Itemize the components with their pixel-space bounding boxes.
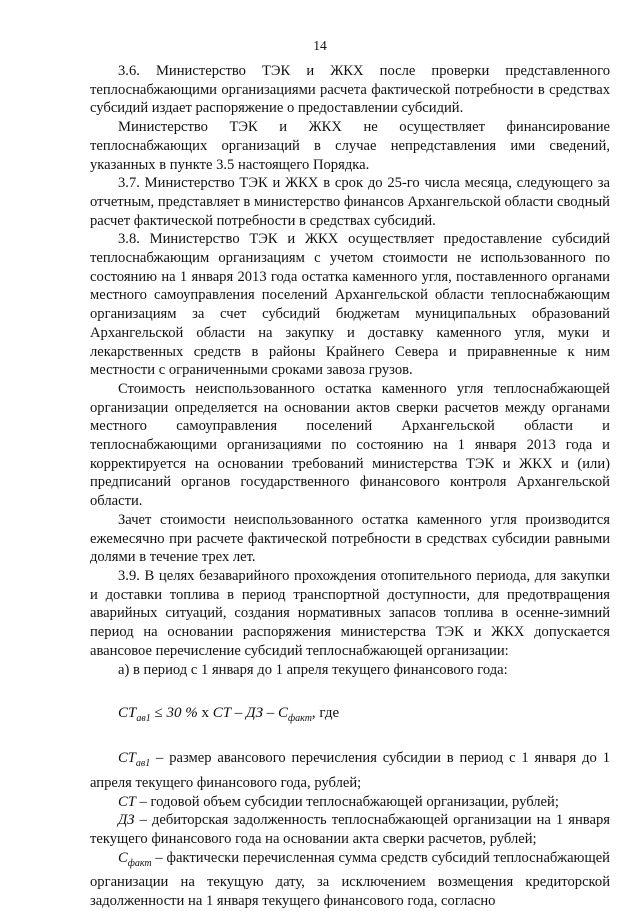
definition-symbol: СТ: [118, 793, 136, 810]
formula-sub-av1: ав1: [136, 713, 151, 725]
formula-ct: СТ: [118, 705, 137, 722]
definition-dz: [90, 811, 610, 848]
paragraph-3-8: 3.8. Министерство ТЭК и ЖКХ осуществляет предоставление субсидий теплоснабжающим организациям с учетом стоимости не использованного по состоянию на 1 января 2013 года остатка каменного угля, поставленного органами местного самоуправления поселений Архангельской области теплоснабжающим организациям за счет субсидий бюджетам муниципальных образований Архангельской области на закупку и доставку каменного угля, муки и лекарственных средств в районы Крайнего Севера и приравненные к ним местности с ограниченными сроками завоза грузов.: [90, 231, 610, 379]
definition-text: – фактически перечисленная сумма средств субсидий теплоснабжающей организации на текущую дату, за исключением возмещения кредиторской задолженности на 1 января текущего финансового года, согласно: [90, 849, 610, 909]
formula-leq: ≤: [150, 705, 167, 722]
formula-percent: 30 %: [166, 705, 202, 722]
formula-minus-2: –: [263, 705, 279, 722]
definition-c-fakt: [90, 849, 610, 911]
advance-formula: [118, 703, 610, 729]
definition-ct: [90, 793, 610, 812]
paragraph-3-6: 3.6. Министерство ТЭК и ЖКХ после проверки представленного теплоснабжающими организациями расчета фактической потребности в средствах субсидий издает распоряжение о предоставлении субсидий.: [90, 63, 610, 117]
definition-symbol: С: [118, 849, 128, 866]
definition-subscript: ав1: [135, 758, 151, 770]
definition-symbol: СТ: [118, 750, 136, 767]
formula-minus-1: –: [231, 705, 247, 722]
paragraph-offset: Зачет стоимости неиспользованного остатка каменного угля производится ежемесячно при расчете фактической потребности в средствах субсидии равными долями в течение трех лет.: [90, 511, 610, 566]
paragraph-3-9: 3.9. В целях безаварийного прохождения отопительного периода, для закупки и доставки топлива в период транспортной доступности, для предотвращения аварийных ситуаций, создания нормативных запасов топлива в осенне-зимний период на основании распоряжения министерства ТЭК и ЖКХ допускается авансовое перечисление субсидий теплоснабжающей организации:: [90, 567, 610, 659]
definition-text: – дебиторская задолженность теплоснабжающей организации на 1 января текущего финансового года на основании акта сверки расчетов, рублей;: [90, 812, 610, 847]
formula-sub-fakt: факт: [288, 713, 312, 725]
formula-where: , где: [311, 705, 340, 722]
page-number: 14: [313, 38, 327, 53]
formula-dz: ДЗ: [246, 705, 264, 722]
definition-symbol: ДЗ: [118, 812, 135, 829]
formula-multiply: x: [201, 705, 209, 722]
definition-ct-av1: [90, 749, 610, 792]
definition-text: – годовой объем субсидии теплоснабжающей организации, рублей;: [135, 793, 559, 810]
definition-subscript: факт: [127, 857, 152, 869]
paragraph-coal-cost: Стоимость неиспользованного остатка каменного угля теплоснабжающей организации определяется на основании актов сверки расчетов между органами местного самоуправления поселений Архангельской области и теплоснабжающими организациями по состоянию на 1 января 2013 года и корректируется на основании требований министерства ТЭК и ЖКХ и (или) предписаний органов государственного финансового контроля Архангельской области.: [90, 380, 610, 510]
document-body: [90, 62, 610, 911]
formula-ct2: СТ: [208, 705, 232, 722]
paragraph-3-7: 3.7. Министерство ТЭК и ЖКХ в срок до 25-го числа месяца, следующего за отчетным, представляет в министерство финансов Архангельской области сводный расчет фактической потребности в средствах субсидий.: [90, 175, 610, 229]
formula-c: С: [278, 705, 289, 722]
definition-text: – размер авансового перечисления субсидии в период с 1 января до 1 апреля текущего финансового года, рублей;: [90, 750, 610, 791]
paragraph-no-financing: Министерство ТЭК и ЖКХ не осуществляет финансирование теплоснабжающих организаций в случае непредставления ими сведений, указанных в пункте 3.5 настоящего Порядка.: [90, 119, 610, 173]
paragraph-item-a: а) в период с 1 января до 1 апреля текущего финансового года:: [118, 661, 508, 678]
